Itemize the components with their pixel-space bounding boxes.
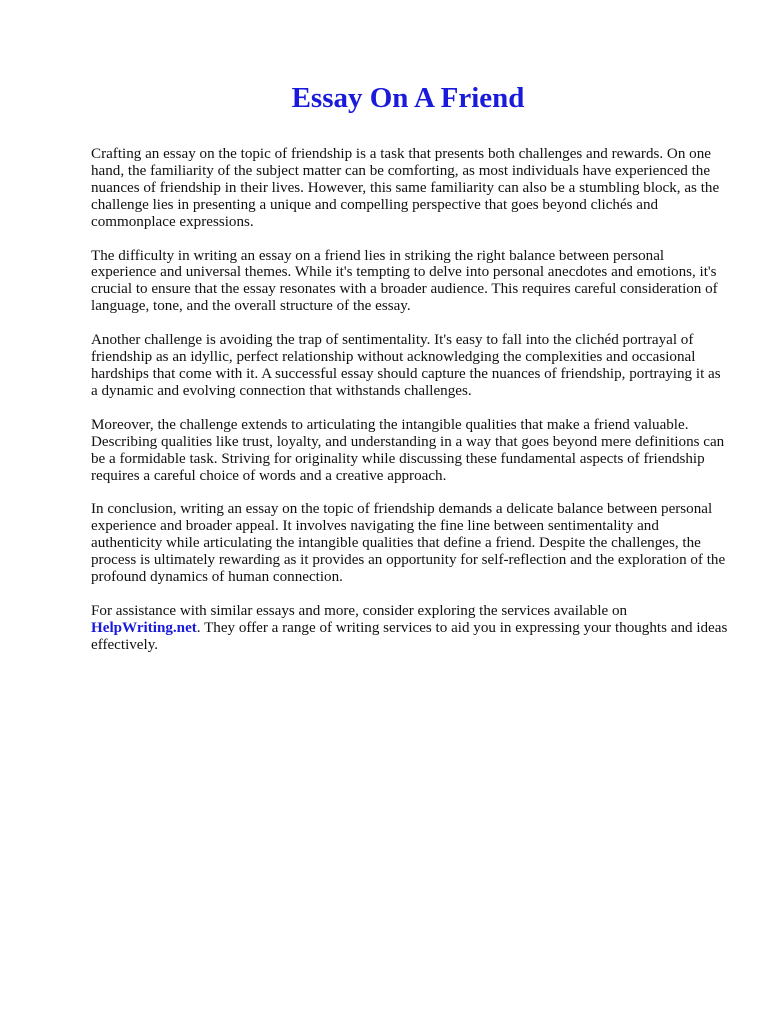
paragraph-4: Moreover, the challenge extends to articulating the intangible qualities that make a friend valuable. Describing qualities like trust, loyalty, and understanding in a way that goes beyond mere definitions can be a formidable task. Striving for originality while discussing these fundamental aspects of friendship requires a careful choice of words and a creative approach.	[91, 416, 725, 484]
paragraph-1: Crafting an essay on the topic of friendship is a task that presents both challenges and rewards. On one hand, the familiarity of the subject matter can be comforting, as most individuals have experienced the nuances of friendship in their lives. However, this same familiarity can also be a stumbling block, as the challenge lies in presenting a unique and compelling perspective that goes beyond clichés and commonplace expressions.	[91, 146, 720, 230]
essay-body	[91, 146, 731, 671]
closing-paragraph	[91, 603, 731, 654]
paragraph-2: The difficulty in writing an essay on a friend lies in striking the right balance between personal experience and universal themes. While it's tempting to delve into personal anecdotes and emotions, it's crucial to ensure that the essay resonates with a broader audience. This requires careful consideration of language, tone, and the overall structure of the essay.	[91, 247, 718, 315]
helpwriting-link[interactable]: HelpWriting.net	[91, 619, 197, 636]
closing-text-before: For assistance with similar essays and more, consider exploring the services available on	[91, 602, 628, 619]
paragraph-3: Another challenge is avoiding the trap of sentimentality. It's easy to fall into the clichéd portrayal of friendship as an idyllic, perfect relationship without acknowledging the complexities and occasional hardships that come with it. A successful essay should capture the nuances of friendship, portraying it as a dynamic and evolving connection that withstands challenges.	[91, 332, 721, 399]
page-title: Essay On A Friend	[291, 82, 525, 114]
paragraph-5: In conclusion, writing an essay on the topic of friendship demands a delicate balance between personal experience and broader appeal. It involves navigating the fine line between sentimentality and authenticity while articulating the intangible qualities that define a friend. Despite the challenges, the process is ultimately rewarding as it provides an opportunity for self-reflection and the exploration of the profound dynamics of human connection.	[91, 501, 726, 586]
closing-text-after: . They offer a range of writing services to aid you in expressing your thoughts and ideas effectively.	[91, 619, 728, 653]
